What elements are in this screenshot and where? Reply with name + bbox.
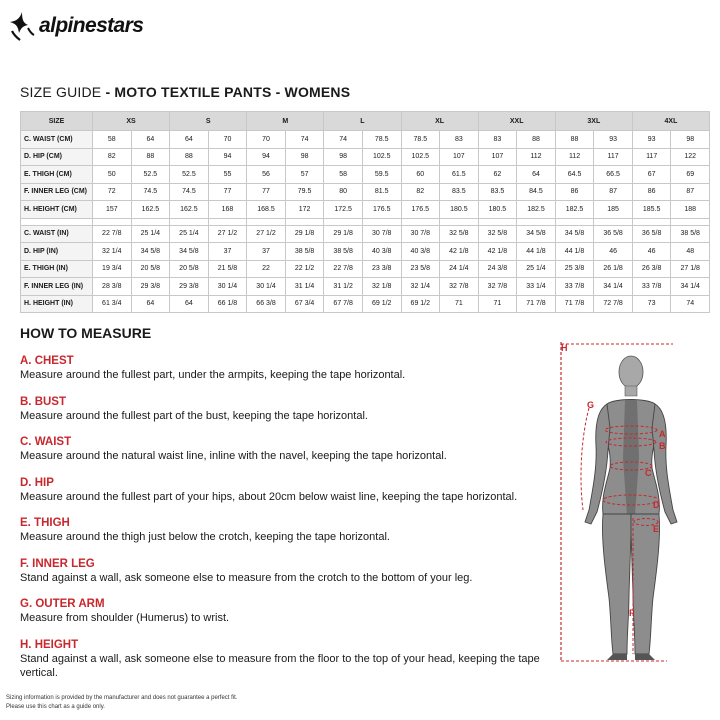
spacer-cell [285,218,324,225]
table-cell: 83.5 [440,183,479,201]
table-cell: 25 1/4 [131,225,170,243]
table-cell: 64 [170,131,209,149]
measure-item-inner-leg [20,557,560,585]
spacer-cell [324,218,363,225]
table-cell: 112 [555,148,594,166]
row-label: C. WAIST (IN) [21,225,93,243]
table-cell: 29 1/8 [285,225,324,243]
table-cell: 29 1/8 [324,225,363,243]
table-cell: 44 1/8 [555,243,594,261]
table-cell: 87 [671,183,710,201]
spacer-cell [517,218,556,225]
size-table [20,111,710,313]
table-cell: 59.5 [362,166,401,184]
table-cell: 78.5 [401,131,440,149]
table-row [21,295,710,313]
table-cell: 29 3/8 [131,278,170,296]
table-cell: 107 [440,148,479,166]
table-cell: 70 [247,131,286,149]
table-cell: 70 [208,131,247,149]
table-cell: 77 [208,183,247,201]
measure-desc: Measure around the fullest part of your hips, about 20cm below waist line, keeping the tape horizontal. [20,490,518,503]
table-cell: 24 3/8 [478,260,517,278]
table-cell: 30 1/4 [208,278,247,296]
measure-item-height [20,638,560,680]
table-cell: 40 3/8 [362,243,401,261]
table-cell: 172 [285,201,324,219]
table-cell: 81.5 [362,183,401,201]
table-cell: 77 [247,183,286,201]
table-cell: 25 1/4 [170,225,209,243]
row-label: E. THIGH (CM) [21,166,93,184]
table-cell: 71 7/8 [517,295,556,313]
table-cell: 40 3/8 [401,243,440,261]
table-cell: 168 [208,201,247,219]
table-cell: 67 3/4 [285,295,324,313]
table-cell: 87 [594,183,633,201]
spacer-cell [170,218,209,225]
table-cell: 74 [285,131,324,149]
table-cell: 33 7/8 [632,278,671,296]
table-cell: 83.5 [478,183,517,201]
table-cell: 61 3/4 [93,295,132,313]
table-cell: 22 7/8 [324,260,363,278]
table-cell: 180.5 [440,201,479,219]
table-cell: 37 [208,243,247,261]
table-cell: 23 3/8 [362,260,401,278]
measure-name: H. HEIGHT [20,638,79,651]
table-cell: 88 [170,148,209,166]
head [619,356,643,388]
table-cell: 117 [632,148,671,166]
table-cell: 31 1/2 [324,278,363,296]
table-cell: 69 1/2 [362,295,401,313]
table-cell: 98 [285,148,324,166]
measure-item-thigh [20,516,560,544]
table-cell: 88 [555,131,594,149]
title-prefix: SIZE GUIDE [20,84,102,100]
header-size-3xl: 3XL [555,112,632,131]
table-cell: 33 7/8 [555,278,594,296]
table-cell: 21 5/8 [208,260,247,278]
spacer-cell [208,218,247,225]
table-cell: 22 7/8 [93,225,132,243]
table-cell: 162.5 [170,201,209,219]
table-cell: 88 [131,148,170,166]
table-row [21,148,710,166]
measure-name: C. WAIST [20,436,72,448]
row-label: H. HEIGHT (IN) [21,295,93,313]
table-cell: 20 5/8 [170,260,209,278]
table-cell: 24 1/4 [440,260,479,278]
table-row [21,243,710,261]
table-cell: 185.5 [632,201,671,219]
table-cell: 73 [632,295,671,313]
measure-item-hip [20,476,560,504]
table-cell: 52.5 [131,166,170,184]
table-cell: 83 [440,131,479,149]
measure-name: A. CHEST [20,355,74,367]
label-h: H [561,343,568,353]
row-label: H. HEIGHT (CM) [21,201,93,219]
table-cell: 64 [131,131,170,149]
spacer-cell [555,218,594,225]
table-cell: 46 [594,243,633,261]
table-cell: 74 [671,295,710,313]
table-cell: 66 3/8 [247,295,286,313]
table-cell: 32 1/4 [93,243,132,261]
table-cell: 67 7/8 [324,295,363,313]
table-cell: 98 [671,131,710,149]
table-cell: 182.5 [517,201,556,219]
spacer-cell [247,218,286,225]
table-cell: 80 [324,183,363,201]
table-cell: 29 3/8 [170,278,209,296]
table-cell: 30 7/8 [362,225,401,243]
header-size-4xl: 4XL [632,112,709,131]
table-cell: 34 5/8 [131,243,170,261]
header-size-label: SIZE [21,112,93,131]
title-suffix: - MOTO TEXTILE PANTS - WOMENS [101,84,351,100]
right-foot [635,654,655,660]
table-cell: 34 5/8 [555,225,594,243]
table-cell: 84.5 [517,183,556,201]
table-cell: 33 1/4 [517,278,556,296]
header-size-xs: XS [93,112,170,131]
table-cell: 64 [170,295,209,313]
table-cell: 36 5/8 [594,225,633,243]
table-cell: 34 5/8 [517,225,556,243]
table-cell: 188 [671,201,710,219]
table-cell: 48 [671,243,710,261]
table-cell: 27 1/2 [208,225,247,243]
table-cell: 86 [555,183,594,201]
table-cell: 27 1/8 [671,260,710,278]
table-cell: 69 1/2 [401,295,440,313]
table-cell: 86 [632,183,671,201]
table-cell: 93 [594,131,633,149]
measure-name: B. BUST [20,395,66,408]
label-f: F [629,608,635,618]
table-cell: 74 [324,131,363,149]
footnote-line-2: Please use this chart as a guide only. [6,704,105,710]
table-cell: 88 [517,131,556,149]
table-cell: 112 [517,148,556,166]
table-cell: 37 [247,243,286,261]
measure-item-waist [20,435,560,463]
table-cell: 71 [478,295,517,313]
table-cell: 58 [93,131,132,149]
table-cell: 98 [324,148,363,166]
table-row [21,131,710,149]
table-cell: 38 5/8 [671,225,710,243]
label-b: B [659,441,666,451]
measure-item-chest [20,354,560,382]
spacer-cell [362,218,401,225]
table-cell: 64 [517,166,556,184]
table-cell: 26 1/8 [594,260,633,278]
table-cell: 72 7/8 [594,295,633,313]
measure-desc: Measure around the thigh just below the crotch, keeping the tape horizontal. [20,531,390,543]
table-body [21,131,710,313]
table-cell: 20 5/8 [131,260,170,278]
spacer-cell [21,218,93,225]
table-cell: 172.5 [324,201,363,219]
table-cell: 27 1/2 [247,225,286,243]
page-title [20,84,350,100]
table-cell: 176.5 [401,201,440,219]
table-cell: 71 [440,295,479,313]
table-cell: 60 [401,166,440,184]
measure-desc: Measure around the fullest part, under the armpits, keeping the tape horizontal. [20,369,406,381]
row-label: D. HIP (IN) [21,243,93,261]
table-cell: 94 [208,148,247,166]
table-row [21,183,710,201]
spacer-cell [93,218,132,225]
table-cell: 32 7/8 [478,278,517,296]
table-cell: 182.5 [555,201,594,219]
table-cell: 102.5 [401,148,440,166]
table-cell: 38 5/8 [285,243,324,261]
left-leg [602,514,631,654]
measure-desc: Measure around the fullest part of the bust, keeping the tape horizontal. [20,409,368,422]
table-cell: 44 1/8 [517,243,556,261]
right-leg [631,514,660,654]
header-size-xxl: XXL [478,112,555,131]
table-cell: 82 [401,183,440,201]
brand-name: alpinestars [39,14,144,37]
spacer-cell [131,218,170,225]
table-cell: 42 1/8 [440,243,479,261]
table-cell: 52.5 [170,166,209,184]
table-cell: 102.5 [362,148,401,166]
measure-item-bust [20,395,560,423]
table-cell: 78.5 [362,131,401,149]
left-foot [607,654,627,660]
header-size-m: M [247,112,324,131]
table-cell: 94 [247,148,286,166]
footnote [6,694,237,712]
spacer-cell [478,218,517,225]
table-cell: 36 5/8 [632,225,671,243]
table-cell: 26 3/8 [632,260,671,278]
table-cell: 66.5 [594,166,633,184]
measure-item-outer-arm [20,597,560,625]
table-cell: 30 1/4 [247,278,286,296]
table-cell: 50 [93,166,132,184]
table-spacer-row [21,218,710,225]
table-row [21,166,710,184]
table-cell: 66 1/8 [208,295,247,313]
table-cell: 61.5 [440,166,479,184]
body-figure-svg [555,338,715,668]
label-d: D [653,500,660,510]
alpinestars-star-icon [8,11,36,41]
spacer-cell [671,218,710,225]
table-cell: 168.5 [247,201,286,219]
spacer-cell [594,218,633,225]
table-cell: 25 1/4 [517,260,556,278]
table-cell: 46 [632,243,671,261]
measure-desc: Measure from shoulder (Humerus) to wrist. [20,612,230,624]
row-label: F. INNER LEG (IN) [21,278,93,296]
row-label: E. THIGH (IN) [21,260,93,278]
spacer-cell [401,218,440,225]
table-cell: 162.5 [131,201,170,219]
table-cell: 32 5/8 [478,225,517,243]
header-size-l: L [324,112,401,131]
table-cell: 107 [478,148,517,166]
measure-name: D. HIP [20,476,54,489]
table-cell: 72 [93,183,132,201]
row-label: C. WAIST (CM) [21,131,93,149]
table-cell: 93 [632,131,671,149]
outer-arm-line [581,408,589,510]
table-cell: 31 1/4 [285,278,324,296]
label-a: A [659,429,666,439]
table-cell: 157 [93,201,132,219]
label-e: E [653,524,660,534]
table-cell: 32 1/8 [362,278,401,296]
table-cell: 42 1/8 [478,243,517,261]
table-cell: 56 [247,166,286,184]
table-cell: 30 7/8 [401,225,440,243]
spacer-cell [632,218,671,225]
table-cell: 79.5 [285,183,324,201]
measure-desc: Stand against a wall, ask someone else to measure from the floor to the top of your head, keeping the tape vertical. [20,652,540,679]
table-cell: 117 [594,148,633,166]
header-size-s: S [170,112,247,131]
table-cell: 23 5/8 [401,260,440,278]
table-cell: 32 1/4 [401,278,440,296]
female-body-measurement-diagram [555,338,715,668]
table-cell: 185 [594,201,633,219]
table-row [21,225,710,243]
table-cell: 25 3/8 [555,260,594,278]
table-cell: 83 [478,131,517,149]
table-cell: 32 5/8 [440,225,479,243]
label-g: G [587,400,595,410]
table-row [21,201,710,219]
table-row [21,278,710,296]
measure-desc: Stand against a wall, ask someone else to measure from the crotch to the bottom of your leg. [20,571,473,584]
table-cell: 180.5 [478,201,517,219]
table-cell: 57 [285,166,324,184]
label-c: C [645,468,652,478]
table-cell: 64 [131,295,170,313]
table-cell: 67 [632,166,671,184]
table-cell: 74.5 [131,183,170,201]
footnote-line-1: Sizing information is provided by the manufacturer and does not guarantee a perfect fit. [6,695,238,701]
table-cell: 22 [247,260,286,278]
how-to-measure-title: HOW TO MEASURE [20,325,152,341]
header-size-xl: XL [401,112,478,131]
table-cell: 34 1/4 [594,278,633,296]
table-cell: 38 5/8 [324,243,363,261]
table-header-row [21,112,710,131]
row-label: D. HIP (CM) [21,148,93,166]
table-cell: 28 3/8 [93,278,132,296]
table-cell: 69 [671,166,710,184]
table-cell: 55 [208,166,247,184]
table-cell: 34 1/4 [671,278,710,296]
measure-name: G. OUTER ARM [20,598,105,610]
spacer-cell [440,218,479,225]
table-cell: 19 3/4 [93,260,132,278]
table-row [21,260,710,278]
table-cell: 122 [671,148,710,166]
brand-logo[interactable] [8,8,143,44]
table-cell: 34 5/8 [170,243,209,261]
table-cell: 74.5 [170,183,209,201]
table-cell: 82 [93,148,132,166]
row-label: F. INNER LEG (CM) [21,183,93,201]
table-cell: 71 7/8 [555,295,594,313]
table-cell: 64.5 [555,166,594,184]
table-cell: 32 7/8 [440,278,479,296]
table-cell: 62 [478,166,517,184]
measure-name: E. THIGH [20,517,70,529]
table-cell: 58 [324,166,363,184]
neck [625,386,637,396]
table-cell: 176.5 [362,201,401,219]
table-cell: 22 1/2 [285,260,324,278]
measure-desc: Measure around the natural waist line, inline with the navel, keeping the tape horizontal. [20,450,447,462]
measure-name: F. INNER LEG [20,557,95,570]
